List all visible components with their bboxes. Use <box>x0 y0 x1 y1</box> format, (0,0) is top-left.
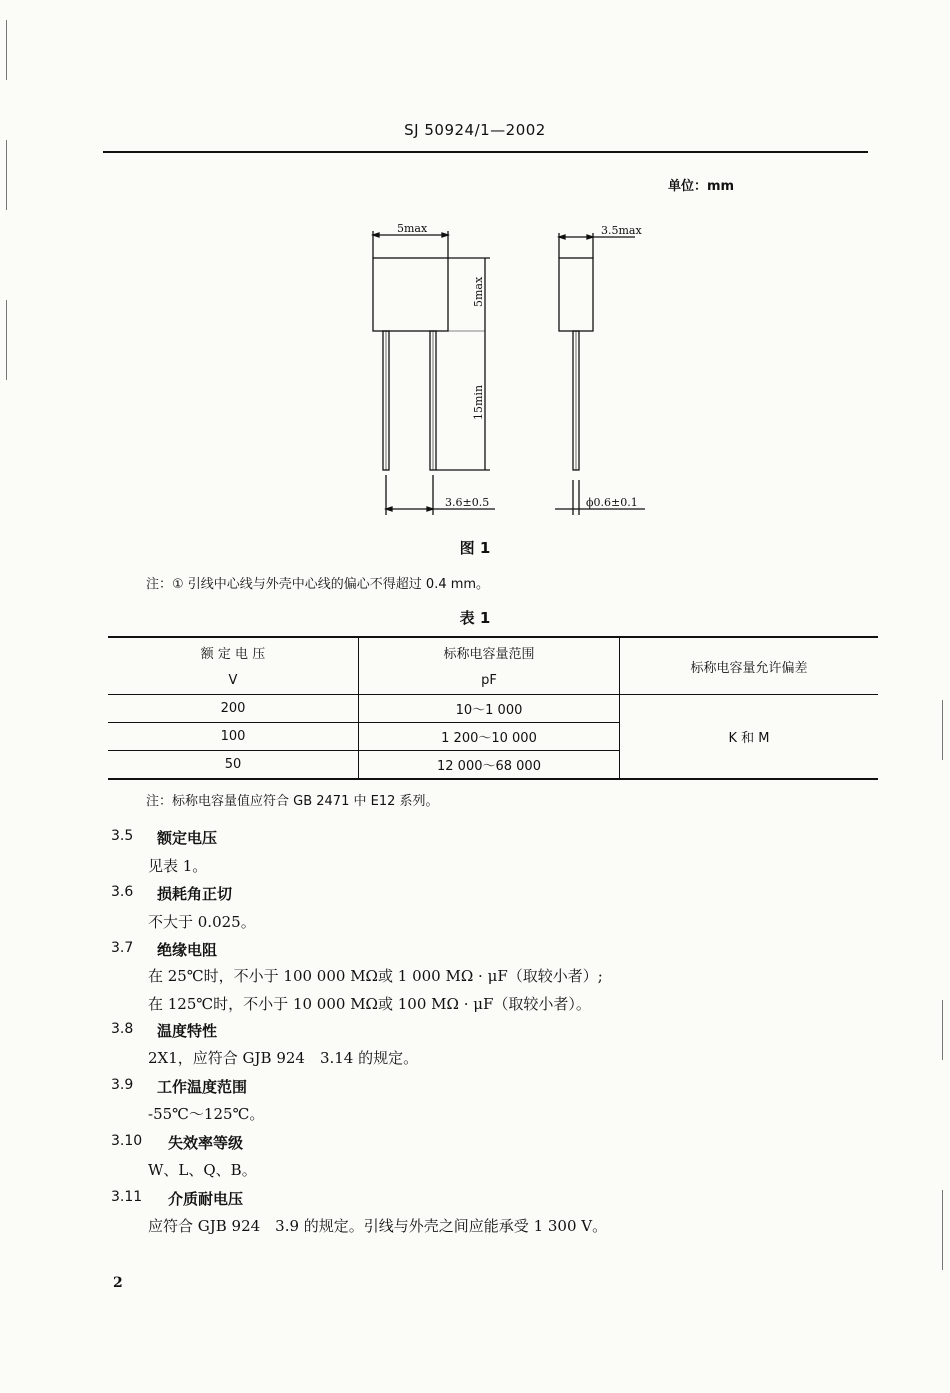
section-body: 不大于 0.025。 <box>148 913 256 931</box>
section-title: 介质耐电压 <box>168 1190 244 1208</box>
section-body: 2X1，应符合 GJB 924 3.14 的规定。 <box>148 1049 419 1067</box>
table-row <box>108 695 878 723</box>
scan-margin-line <box>942 700 943 760</box>
table-note: 注：标称电容量值应符合 GB 2471 中 E12 系列。 <box>146 794 439 809</box>
section-number: 3.10 <box>111 1133 143 1149</box>
section-number: 3.7 <box>111 940 134 956</box>
row-range: 10～1 000 <box>359 695 620 723</box>
section-number: 3.6 <box>111 884 134 900</box>
section-title: 损耗角正切 <box>157 885 233 903</box>
row-voltage: 200 <box>108 695 359 723</box>
scan-margin-line <box>942 1000 943 1060</box>
unit-label: 单位：mm <box>668 179 735 194</box>
capacitance-table <box>108 636 878 780</box>
side-view-body <box>559 258 593 331</box>
section-body: -55℃～125℃。 <box>148 1105 265 1123</box>
front-view-body <box>373 258 448 331</box>
scan-margin-line <box>6 140 7 210</box>
row-voltage: 50 <box>108 751 359 780</box>
header-range: 标称电容量范围 <box>359 637 620 666</box>
figure-caption: 图 1 <box>459 539 491 557</box>
dim-thickness: 3.5max <box>601 224 642 237</box>
dim-body-height: 5max <box>472 276 485 307</box>
section-number: 3.8 <box>111 1021 134 1037</box>
header-tolerance: 标称电容量允许偏差 <box>620 637 879 695</box>
page-number: 2 <box>113 1275 123 1291</box>
header-voltage-unit: V <box>228 672 238 688</box>
section-title: 额定电压 <box>157 829 218 847</box>
section-title: 失效率等级 <box>168 1134 244 1152</box>
tolerance-value: K 和 M <box>620 695 879 780</box>
row-range: 1 200～10 000 <box>359 723 620 751</box>
dim-body-width: 5max <box>397 222 428 235</box>
table-caption: 表 1 <box>459 609 491 627</box>
section-body: 在 125℃时，不小于 10 000 MΩ或 100 MΩ · μF（取较小者）。 <box>148 995 591 1013</box>
section-number: 3.11 <box>111 1189 143 1205</box>
section-title: 温度特性 <box>157 1022 218 1040</box>
section-body: 见表 1。 <box>148 857 208 875</box>
scan-margin-line <box>6 20 7 80</box>
header-range-unit: pF <box>359 666 620 695</box>
row-range: 12 000～68 000 <box>359 751 620 780</box>
section-number: 3.9 <box>111 1077 134 1093</box>
section-body: 应符合 GJB 924 3.9 的规定。引线与外壳之间应能承受 1 300 V。 <box>148 1217 608 1235</box>
section-body: 在 25℃时，不小于 100 000 MΩ或 1 000 MΩ · μF（取较小者）; <box>148 967 603 985</box>
section-title: 工作温度范围 <box>157 1078 248 1096</box>
standard-number: SJ 50924/1—2002 <box>404 121 546 139</box>
section-body: W、L、Q、B。 <box>148 1161 257 1179</box>
dim-lead-diameter: ϕ0.6±0.1 <box>586 496 638 509</box>
capacitor-drawing <box>360 215 660 520</box>
dim-lead-length: 15min <box>472 384 485 420</box>
scan-margin-line <box>6 300 7 380</box>
row-voltage: 100 <box>108 723 359 751</box>
header-rule <box>103 151 868 153</box>
scan-margin-line <box>942 1190 943 1270</box>
dim-lead-spacing: 3.6±0.5 <box>445 496 490 509</box>
header-voltage: 额 定 电 压 <box>200 646 266 662</box>
section-number: 3.5 <box>111 828 134 844</box>
figure-note: 注：① 引线中心线与外壳中心线的偏心不得超过 0.4 mm。 <box>146 577 490 592</box>
section-title: 绝缘电阻 <box>157 941 218 959</box>
